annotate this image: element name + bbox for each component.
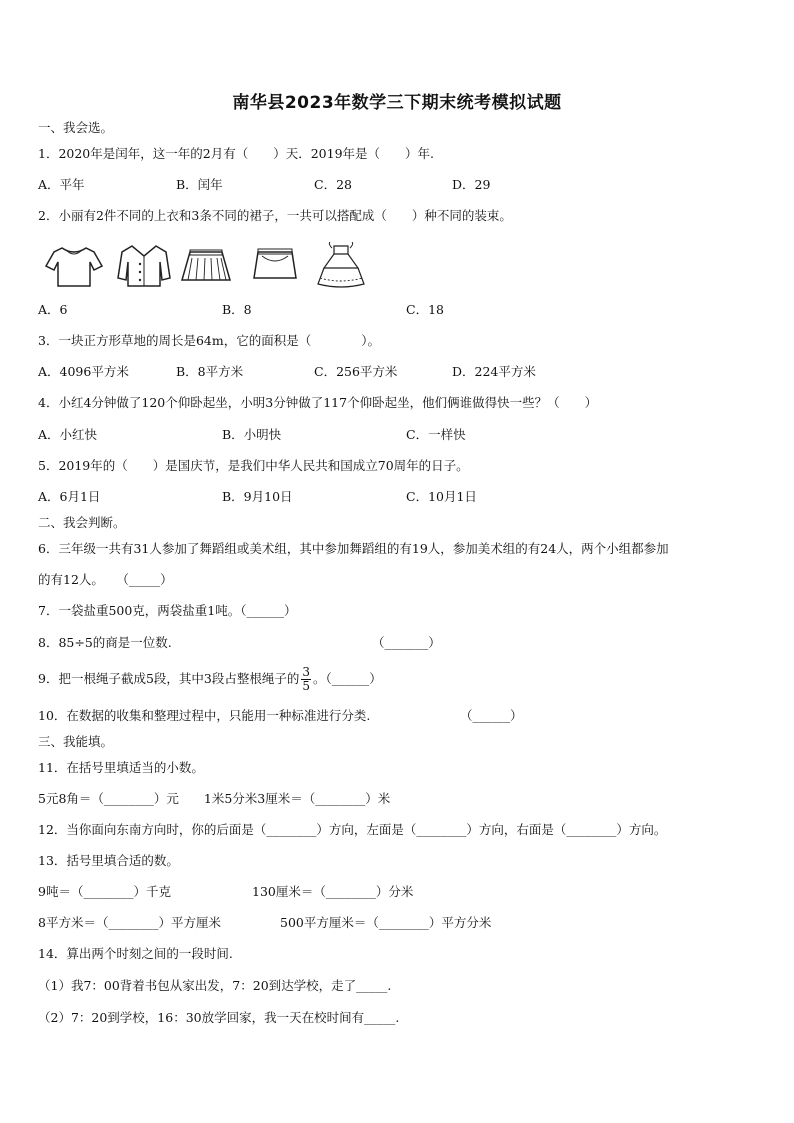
skirt-2-icon: [250, 242, 300, 290]
q11-fill-line[interactable]: 5元8角＝（________）元 1米5分米3厘米＝（________）米: [38, 791, 391, 806]
q13-fill-3[interactable]: 8平方米＝（________）平方厘米: [38, 915, 221, 930]
q4-option-a: A．小红快: [38, 427, 98, 442]
section-heading-judge: 二、我会判断。: [38, 515, 126, 530]
q14-part-2[interactable]: （2）7：20到学校，16：30放学回家，我一天在校时间有_____.: [38, 1010, 400, 1025]
question-12[interactable]: 12．当你面向东南方向时，你的后面是（________）方向，左面是（________）方向，右面是（________）方向。: [38, 822, 667, 837]
q9-text: 9．把一根绳子截成5段，其中3段占整根绳子的: [38, 671, 300, 686]
question-13: 13．括号里填合适的数。: [38, 853, 179, 868]
q9-answer-blank[interactable]: 。（______）: [313, 671, 382, 686]
q8-answer-blank[interactable]: （_______）: [372, 635, 441, 650]
question-6-line-1: 6．三年级一共有31人参加了舞蹈组或美术组，其中参加舞蹈组的有19人，参加美术组的有24人，两个小组都参加: [38, 541, 669, 556]
section-heading-choice: 一、我会选。: [38, 120, 114, 135]
question-9: [38, 662, 382, 696]
q2-option-c: C．18: [406, 302, 444, 317]
section-heading-fill: 三、我能填。: [38, 734, 114, 749]
shirt-1-icon: [44, 242, 104, 290]
q2-option-a: A．6: [38, 302, 68, 317]
question-5: 5．2019年的（ ）是国庆节，是我们中华人民共和国成立70周年的日子。: [38, 458, 469, 473]
q13-fill-4[interactable]: 500平方厘米＝（________）平方分米: [280, 915, 492, 930]
q5-option-a: A．6月1日: [38, 489, 101, 504]
q1-option-c: C．28: [314, 177, 352, 192]
q4-option-c: C．一样快: [406, 427, 466, 442]
question-6-line-2: 的有12人。 （_____）: [38, 572, 173, 587]
q5-option-c: C．10月1日: [406, 489, 477, 504]
fraction-denominator: 5: [302, 679, 311, 693]
skirt-3-icon: [314, 242, 368, 292]
q10-answer-blank[interactable]: （______）: [460, 708, 523, 723]
q3-option-b: B．8平方米: [176, 364, 244, 379]
q1-option-b: B．闰年: [176, 177, 223, 192]
q3-option-c: C．256平方米: [314, 364, 398, 379]
question-2: 2．小丽有2件不同的上衣和3条不同的裙子，一共可以搭配成（ ）种不同的装束。: [38, 208, 512, 223]
q2-option-b: B．8: [222, 302, 252, 317]
question-4: 4．小红4分钟做了120个仰卧起坐，小明3分钟做了117个仰卧起坐，他们俩谁做得快一些？（ ）: [38, 395, 598, 410]
q4-option-b: B．小明快: [222, 427, 282, 442]
question-3: 3．一块正方形草地的周长是64m，它的面积是（ ）。: [38, 333, 380, 348]
question-10: 10．在数据的收集和整理过程中，只能用一种标准进行分类.: [38, 708, 371, 723]
shirt-2-icon: [116, 242, 172, 290]
fraction-numerator: 3: [302, 665, 311, 679]
question-8: 8．85÷5的商是一位数.: [38, 635, 172, 650]
question-14: 14．算出两个时刻之间的一段时间.: [38, 946, 233, 961]
q13-fill-2[interactable]: 130厘米＝（________）分米: [252, 884, 414, 899]
q3-option-d: D．224平方米: [452, 364, 536, 379]
q1-option-d: D．29: [452, 177, 491, 192]
page-title: 南华县2023年数学三下期末统考模拟试题: [232, 93, 562, 113]
question-11: 11．在括号里填适当的小数。: [38, 760, 204, 775]
q14-part-1[interactable]: （1）我7：00背着书包从家出发，7：20到达学校，走了_____.: [38, 978, 392, 993]
q5-option-b: B．9月10日: [222, 489, 293, 504]
q13-fill-1[interactable]: 9吨＝（________）千克: [38, 884, 171, 899]
question-1: 1．2020年是闰年，这一年的2月有（ ）天．2019年是（ ）年.: [38, 146, 435, 161]
question-7: 7．一袋盐重500克，两袋盐重1吨。（______）: [38, 603, 297, 618]
skirt-1-icon: [180, 242, 232, 290]
q1-option-a: A．平年: [38, 177, 85, 192]
q3-option-a: A．4096平方米: [38, 364, 129, 379]
fraction: [301, 666, 311, 693]
